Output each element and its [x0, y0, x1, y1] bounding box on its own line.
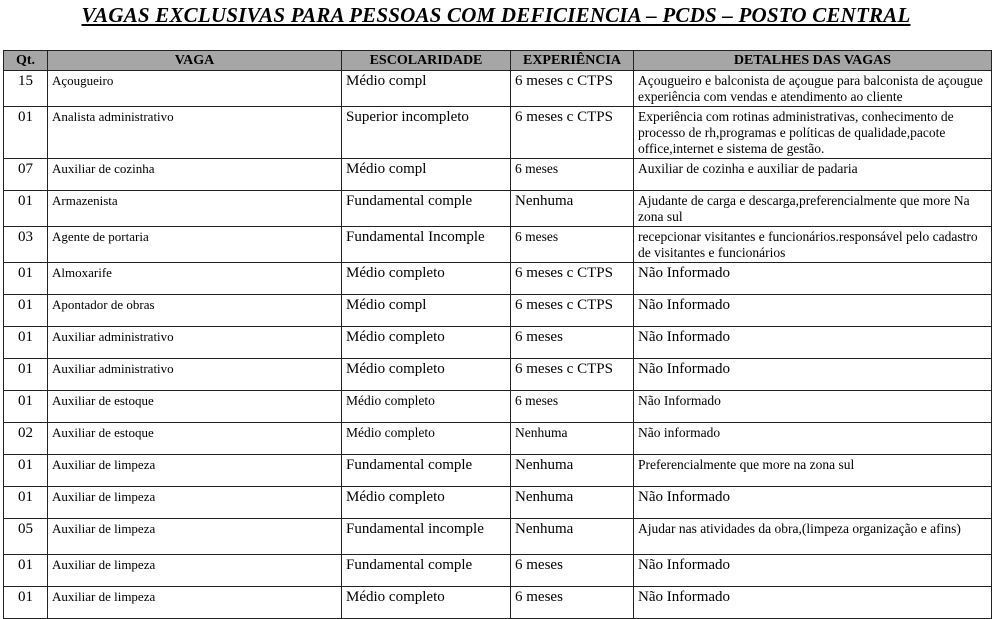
cell-vaga: Apontador de obras	[48, 295, 342, 327]
cell-vaga: Auxiliar de cozinha	[48, 159, 342, 191]
table-row	[4, 327, 992, 359]
cell-escolaridade: Médio completo	[342, 587, 511, 619]
cell-experiencia: 6 meses c CTPS	[511, 359, 634, 391]
cell-experiencia: 6 meses	[511, 391, 634, 423]
cell-detalhes: Não Informado	[634, 555, 992, 587]
cell-vaga: Auxiliar administrativo	[48, 359, 342, 391]
cell-escolaridade: Fundamental comple	[342, 191, 511, 227]
cell-escolaridade: Médio completo	[342, 487, 511, 519]
cell-escolaridade: Médio completo	[342, 359, 511, 391]
cell-vaga: Analista administrativo	[48, 107, 342, 159]
header-vaga: VAGA	[48, 51, 342, 71]
table-row	[4, 191, 992, 227]
cell-qt: 01	[4, 587, 48, 619]
cell-qt: 01	[4, 359, 48, 391]
cell-escolaridade: Fundamental incomple	[342, 519, 511, 555]
cell-detalhes: Não Informado	[634, 295, 992, 327]
jobs-table	[3, 50, 992, 619]
table-row	[4, 107, 992, 159]
cell-vaga: Auxiliar administrativo	[48, 327, 342, 359]
cell-vaga: Auxiliar de limpeza	[48, 455, 342, 487]
cell-experiencia: 6 meses c CTPS	[511, 71, 634, 107]
cell-escolaridade: Médio completo	[342, 263, 511, 295]
table-row	[4, 455, 992, 487]
cell-experiencia: 6 meses	[511, 159, 634, 191]
cell-escolaridade: Médio compl	[342, 295, 511, 327]
table-row	[4, 159, 992, 191]
header-detalhes: DETALHES DAS VAGAS	[634, 51, 992, 71]
cell-escolaridade: Médio completo	[342, 391, 511, 423]
cell-detalhes: Não Informado	[634, 587, 992, 619]
cell-detalhes: Ajudar nas atividades da obra,(limpeza organização e afins)	[634, 519, 992, 555]
cell-qt: 01	[4, 455, 48, 487]
cell-escolaridade: Fundamental Incomple	[342, 227, 511, 263]
header-qt: Qt.	[4, 51, 48, 71]
cell-experiencia: 6 meses	[511, 327, 634, 359]
cell-detalhes: Experiência com rotinas administrativas, conhecimento de processo de rh,programas e políticas de qualidade,pacote office,internet e sistema de gestão.	[634, 107, 992, 159]
cell-detalhes: Não informado	[634, 423, 992, 455]
header-escolaridade: ESCOLARIDADE	[342, 51, 511, 71]
cell-escolaridade: Médio compl	[342, 71, 511, 107]
table-row	[4, 359, 992, 391]
cell-experiencia: Nenhuma	[511, 191, 634, 227]
cell-escolaridade: Superior incompleto	[342, 107, 511, 159]
cell-experiencia: 6 meses	[511, 587, 634, 619]
cell-qt: 01	[4, 487, 48, 519]
table-row	[4, 423, 992, 455]
cell-qt: 01	[4, 191, 48, 227]
cell-experiencia: Nenhuma	[511, 519, 634, 555]
cell-vaga: Açougueiro	[48, 71, 342, 107]
table-row	[4, 263, 992, 295]
cell-qt: 01	[4, 263, 48, 295]
cell-detalhes: Não Informado	[634, 327, 992, 359]
cell-detalhes: Não Informado	[634, 487, 992, 519]
cell-escolaridade: Médio completo	[342, 327, 511, 359]
cell-escolaridade: Fundamental comple	[342, 555, 511, 587]
cell-experiencia: 6 meses	[511, 227, 634, 263]
cell-experiencia: 6 meses c CTPS	[511, 107, 634, 159]
cell-detalhes: recepcionar visitantes e funcionários.responsável pelo cadastro de visitantes e funcionários	[634, 227, 992, 263]
cell-qt: 03	[4, 227, 48, 263]
cell-qt: 02	[4, 423, 48, 455]
table-row	[4, 487, 992, 519]
cell-vaga: Auxiliar de estoque	[48, 423, 342, 455]
cell-qt: 01	[4, 327, 48, 359]
cell-detalhes: Açougueiro e balconista de açougue para balconista de açougue experiência com vendas e atendimento ao cliente	[634, 71, 992, 107]
cell-escolaridade: Médio compl	[342, 159, 511, 191]
cell-qt: 01	[4, 295, 48, 327]
cell-vaga: Auxiliar de limpeza	[48, 519, 342, 555]
cell-experiencia: Nenhuma	[511, 455, 634, 487]
cell-detalhes: Ajudante de carga e descarga,preferencialmente que more Na zona sul	[634, 191, 992, 227]
cell-vaga: Armazenista	[48, 191, 342, 227]
cell-vaga: Auxiliar de limpeza	[48, 587, 342, 619]
table-header-row	[4, 51, 992, 71]
table-row	[4, 71, 992, 107]
table-row	[4, 587, 992, 619]
table-row	[4, 295, 992, 327]
cell-experiencia: 6 meses c CTPS	[511, 263, 634, 295]
cell-qt: 15	[4, 71, 48, 107]
cell-experiencia: Nenhuma	[511, 487, 634, 519]
cell-experiencia: 6 meses	[511, 555, 634, 587]
cell-qt: 01	[4, 391, 48, 423]
document-title: VAGAS EXCLUSIVAS PARA PESSOAS COM DEFICIENCIA – PCDS – POSTO CENTRAL	[81, 3, 911, 27]
cell-detalhes: Preferencialmente que more na zona sul	[634, 455, 992, 487]
cell-qt: 05	[4, 519, 48, 555]
cell-escolaridade: Médio completo	[342, 423, 511, 455]
cell-detalhes: Auxiliar de cozinha e auxiliar de padaria	[634, 159, 992, 191]
table-row	[4, 227, 992, 263]
cell-vaga: Auxiliar de limpeza	[48, 555, 342, 587]
cell-escolaridade: Fundamental comple	[342, 455, 511, 487]
table-row	[4, 519, 992, 555]
cell-experiencia: Nenhuma	[511, 423, 634, 455]
cell-detalhes: Não Informado	[634, 359, 992, 391]
cell-qt: 01	[4, 555, 48, 587]
cell-vaga: Auxiliar de limpeza	[48, 487, 342, 519]
cell-vaga: Agente de portaria	[48, 227, 342, 263]
table-row	[4, 555, 992, 587]
cell-detalhes: Não Informado	[634, 391, 992, 423]
cell-experiencia: 6 meses c CTPS	[511, 295, 634, 327]
cell-vaga: Almoxarife	[48, 263, 342, 295]
cell-vaga: Auxiliar de estoque	[48, 391, 342, 423]
cell-qt: 07	[4, 159, 48, 191]
cell-detalhes: Não Informado	[634, 263, 992, 295]
header-experiencia: EXPERIÊNCIA	[511, 51, 634, 71]
cell-qt: 01	[4, 107, 48, 159]
table-row	[4, 391, 992, 423]
